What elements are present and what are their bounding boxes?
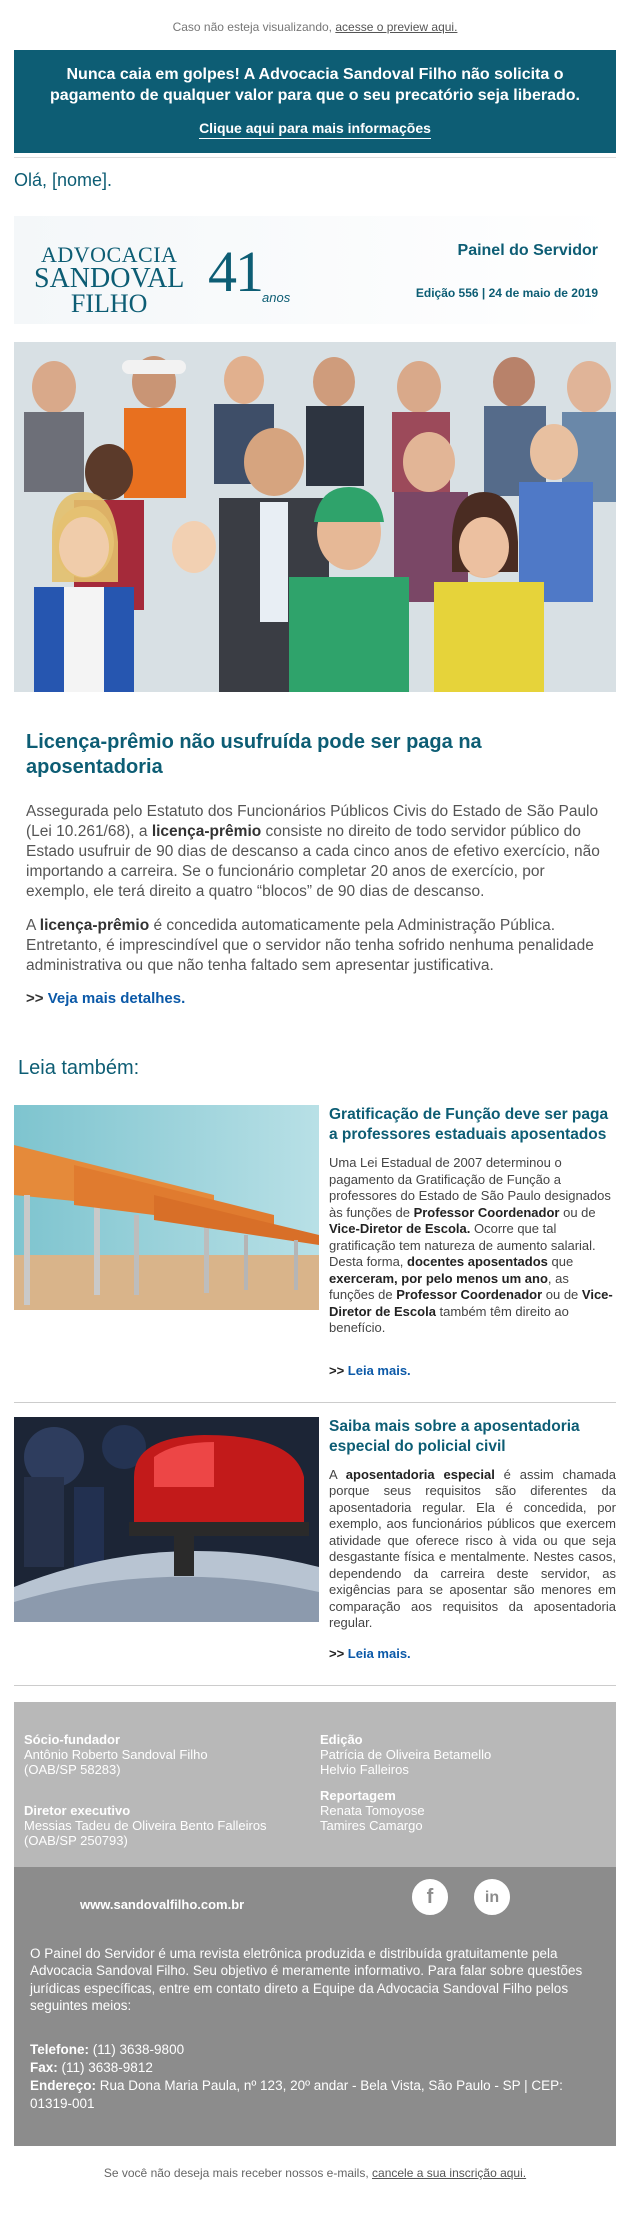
card1-b3: docentes aposentados	[407, 1254, 548, 1269]
unsubscribe-link[interactable]: cancele a sua inscrição aqui.	[372, 2165, 527, 2180]
founder-oab: (OAB/SP 58283)	[24, 1761, 121, 1777]
article-p1-c: consiste no direito de todo servidor público do Estado usufruir de 90 dias de descanso a cada cinco anos de efetivo exercício, não importando a carreira. Se o funcionário completar 20 anos de exercício, por exemplo, ele terá direito a quatro “blocos” de 90 dias de descanso.	[26, 823, 600, 900]
article-p2-c: é concedida automaticamente pela Administração Pública. Entretanto, é imprescindível que o servidor não tenha sofrido nenhuma penalidade administrativa ou que não tenha faltado sem apresentar justificativa.	[26, 917, 594, 974]
report-name-2: Tamires Camargo	[320, 1817, 423, 1833]
contact-phone	[30, 2041, 590, 2059]
hero-illustration	[14, 342, 616, 692]
article-paragraph-2	[26, 916, 604, 976]
report-name-1: Renata Tomoyose	[320, 1802, 425, 1818]
card1-t7: também têm direito ao benefício.	[329, 1303, 569, 1335]
card1-title: Gratificação de Função deve ser paga a professores estaduais aposentados	[329, 1106, 609, 1143]
classroom-illustration	[14, 1105, 319, 1310]
footer-credits	[14, 1702, 616, 1867]
logo-line2: SANDOVAL	[34, 263, 185, 294]
logo-line1: ADVOCACIA	[40, 242, 178, 267]
edition-block	[320, 1732, 491, 1777]
main-article	[0, 692, 630, 1007]
card2-t2: é assim chamada porque seus requisitos são diferentes da aposentadoria regular. Ela é concedida, por exemplo, aos funcionários públicos que exercem atividade que oferece risco à vida ou que seja desgastante física e mentalmente. Nestes casos, dependendo da carreira deste servidor, as exigências para se aposentar são menores em comparação aos requisitos da aposentadoria regular.	[329, 1466, 616, 1630]
edition-label: Edição	[320, 1731, 363, 1747]
edition-name-2: Helvio Falleiros	[320, 1761, 409, 1777]
card1-t4: que	[547, 1254, 574, 1269]
card1-b5: Professor Coordenador	[396, 1287, 543, 1302]
article-paragraph-1	[26, 802, 604, 902]
card2-b1: aposentadoria especial	[345, 1466, 495, 1482]
director-oab: (OAB/SP 250793)	[24, 1832, 128, 1848]
newsletter-title: Painel do Servidor	[457, 242, 598, 259]
founder-name: Antônio Roberto Sandoval Filho	[24, 1746, 208, 1762]
contact-block	[30, 2041, 590, 2113]
card1-image	[14, 1105, 319, 1310]
article-more	[26, 990, 604, 1007]
phone-label: Telefone:	[30, 2041, 90, 2057]
director-block	[24, 1803, 267, 1848]
preview-link[interactable]: acesse o preview aqui.	[335, 20, 458, 34]
article-p1-a: Assegurada pelo Estatuto dos Funcionários Públicos Civis do Estado de São Paulo (Lei 10.261/68), a	[26, 803, 599, 840]
card1-b4: exerceram, por pelo menos um ano	[329, 1270, 548, 1286]
card1-t3: Ocorre que tal gratificação tem natureza de aumento salarial. Desta forma,	[329, 1221, 596, 1269]
linkedin-icon[interactable]: in	[474, 1879, 510, 1915]
card2-title: Saiba mais sobre a aposentadoria especial do policial civil	[329, 1417, 580, 1455]
card1-more	[329, 1363, 616, 1378]
card2-more	[329, 1646, 616, 1661]
report-label: Reportagem	[320, 1787, 396, 1803]
card2-text	[329, 1467, 616, 1632]
card1-b2: Vice-Diretor de Escola.	[329, 1221, 471, 1236]
logo-years: 41	[208, 239, 262, 304]
greeting: Olá, [nome].	[14, 170, 113, 190]
card2-more-link[interactable]: Leia mais.	[347, 1645, 411, 1661]
article-p1-b: licença-prêmio	[151, 823, 262, 840]
card1-b6: Vice-Diretor de Escola	[329, 1287, 613, 1319]
phone-value: (11) 3638-9800	[89, 2041, 185, 2057]
logo	[34, 244, 184, 316]
unsubscribe	[0, 2146, 630, 2202]
contact-address	[30, 2077, 590, 2113]
fax-value: (11) 3638-9812	[57, 2059, 153, 2075]
card1-t2: ou de	[559, 1204, 596, 1220]
alert-text: Nunca caia em golpes! A Advocacia Sandoval Filho não solicita o pagamento de qualquer valor para que o seu precatório seja liberado.	[50, 66, 580, 104]
logo-line3: FILHO	[70, 289, 148, 318]
card2-t1: A	[329, 1466, 346, 1482]
contact-fax	[30, 2059, 590, 2077]
masthead	[14, 216, 616, 324]
edition-name-1: Patrícia de Oliveira Betamello	[320, 1746, 492, 1762]
card1-more-link[interactable]: Leia mais.	[347, 1362, 411, 1378]
article-p2-a: A	[26, 917, 40, 934]
article-title: Licença-prêmio não usufruída pode ser paga na aposentadoria	[26, 731, 482, 778]
card2-image	[14, 1417, 319, 1622]
facebook-icon[interactable]: f	[412, 1879, 448, 1915]
founder-block	[24, 1732, 208, 1777]
article-more-link[interactable]: Veja mais detalhes.	[47, 990, 186, 1007]
footer-about: O Painel do Servidor é uma revista eletrônica produzida e distribuída gratuitamente pela Advocacia Sandoval Filho. Seu objetivo é meramente informativo. Para falar sobre questões jurídicas específicas, entre em contato direto a Equipe da Advocacia Sandoval Filho pelos seguintes meios:	[30, 1945, 583, 2013]
site-url[interactable]: www.sandovalfilho.com.br	[80, 1896, 245, 1912]
director-label: Diretor executivo	[24, 1802, 131, 1818]
card1-text	[329, 1155, 616, 1337]
hero-image	[14, 342, 616, 692]
divider	[14, 1685, 616, 1686]
logo-anos: anos	[262, 290, 291, 305]
leia-tambem-heading: Leia também:	[18, 1057, 140, 1079]
alert-banner	[14, 50, 616, 153]
article-p2-b: licença-prêmio	[39, 917, 150, 934]
article-more-prefix: >>	[26, 990, 48, 1007]
fax-label: Fax:	[30, 2059, 58, 2075]
edition-info: Edição 556 | 24 de maio de 2019	[415, 286, 598, 300]
card1-t1: Uma Lei Estadual de 2007 determinou o pagamento da Gratificação de Função a professores do Estado de São Paulo designados às funções de	[329, 1155, 611, 1220]
director-name: Messias Tadeu de Oliveira Bento Falleiros	[24, 1817, 267, 1833]
related-card-2	[14, 1403, 616, 1661]
founder-label: Sócio-fundador	[24, 1731, 121, 1747]
report-block	[320, 1788, 425, 1833]
preheader	[0, 0, 630, 50]
preheader-text: Caso não esteja visualizando,	[172, 20, 336, 34]
card2-body	[319, 1417, 616, 1661]
related-card-1	[14, 1097, 616, 1378]
address-value: Rua Dona Maria Paula, nº 123, 20º andar - Bela Vista, São Paulo - SP | CEP: 01319-001	[30, 2077, 563, 2111]
card1-b1: Professor Coordenador	[413, 1204, 560, 1220]
alert-more-link[interactable]: Clique aqui para mais informações	[199, 120, 431, 139]
footer-info	[14, 1867, 616, 2146]
card1-t5: , as funções de	[329, 1270, 569, 1302]
card1-more-prefix: >>	[329, 1362, 348, 1378]
police-light-illustration	[14, 1417, 319, 1622]
card2-more-prefix: >>	[329, 1645, 348, 1661]
card1-body	[319, 1105, 616, 1378]
address-label: Endereço:	[30, 2077, 97, 2093]
card1-t6: ou de	[542, 1287, 582, 1302]
unsubscribe-text: Se você não deseja mais receber nossos e-mails,	[103, 2165, 373, 2180]
